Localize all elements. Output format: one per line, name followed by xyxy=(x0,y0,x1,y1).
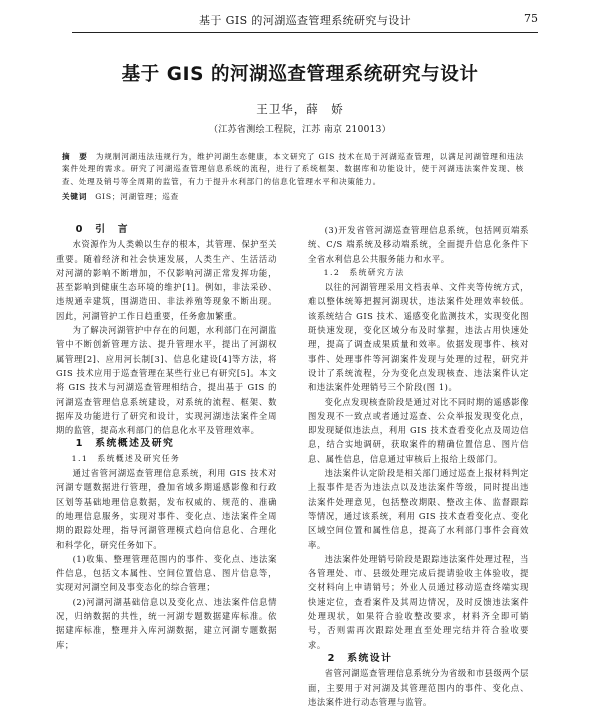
abstract-text: 为规制河湖违法违规行为，维护河湖生态健康，本文研究了 GIS 技术在局于河湖巡查管理，以满足河湖管理和违法案件处理的需求。研究了河湖巡查管理信息系统的流程，进行了系统框架、数据库和功能设计，使于河湖违法案件发现、核查、处理及销号等全周期的监管，有力于提升水利部门的信息化管理水平和决策能力。 xyxy=(62,152,525,186)
paragraph: 违法案件认定阶段是相关部门通过巡查上报材料判定上报事件是否为违法点以及违法案件等级，同时提出违法案件处理意见，包括整改期限、整改主体、监督跟踪等情况，通过该系统，利用 GIS 技术查看变化点、变化区域空间位置和属性信息，提高了水利部门事件会商效率。 xyxy=(308,468,529,550)
paragraph: 为了解决河湖管护中存在的问题，水利部门在河湖监管中不断创新管理方法、提升管理水平，提出了河湖权属管理[2]、应用河长制[3]、信息化建设[4]等方法，将 GIS 技术应用于巡查管理在某些行业已有研究[5]。本文将 GIS 技术与河湖巡查管理相结合，提出基于 GIS 的河湖巡查管理信息系统建设，对系统的流程、框架、数据库及功能进行了研究和设计，实现河湖违法案件全周期的监管，提高水利部门的信息化水平及管理效率。 xyxy=(56,325,277,436)
authors: 王卫华，薛 娇 xyxy=(256,102,344,116)
abstract xyxy=(62,151,524,188)
keywords xyxy=(62,191,524,203)
section-heading-introduction: 0 引 言 xyxy=(75,224,130,235)
section-heading-system-design: 2 系统设计 xyxy=(327,652,393,664)
paragraph: 以往的河湖管理采用文档表单、文件夹等传统方式，难以整体统筹把握河湖现状，违法案件处理效率较低。该系统结合 GIS 技术、遥感变化监测技术，实现变化图斑快速发现，变化区域分布及时掌握，违法占用快速处理，提高了调查成果质量和效率。依据发现事件、核对事件、处理事件等河湖案件发现与处理的过程，研究并设计了系统流程，分为变化点发现核查、违法案件认定和违法案件处理销号三个阶段(图 1)。 xyxy=(308,282,529,393)
keywords-label: 关键词 xyxy=(62,192,88,201)
paragraph: 水资源作为人类赖以生存的根本，其管理、保护至关重要。随着经济和社会快速发展，人类生产、生活活动对河湖的影响不断增加，不仅影响河湖正常发挥功能，甚至影响到健康生态环境的维护[1]。例如，非法采砂、违规通幸建筑，围湖造田、非法养殖等现象不断出现。因此，河湖管护工作日趋重要，任务愈加繁重。 xyxy=(56,239,277,321)
section-heading-overview: 1 系统概述及研究 xyxy=(75,438,175,450)
paragraph: 省管河湖巡查管理信息系统分为省级和市县级两个层面，主要用于对河湖及其管理范围内的事件、变化点、违法案件进行动态管理与监管。 xyxy=(308,668,529,707)
abstract-label: 摘 要 xyxy=(62,152,88,161)
right-column xyxy=(308,223,529,709)
paragraph: 违法案件处理销号阶段是跟踪违法案件处理过程，当各管理处、市、县级处理完成后提请验收主体验收，提交材料向上申请销号；外业人员通过移动巡查终端实现快速定位，查看案件及其周边情况，及时反馈违法案件处理现状，如果符合验收整改要求，材料齐全即可销号，否则需再次跟踪处理直至处理完结并符合验收要求。 xyxy=(308,553,529,650)
paper-title: 基于 GIS 的河湖巡查管理系统研究与设计 xyxy=(121,64,479,85)
keywords-text: GIS；河湖管理；巡查 xyxy=(95,192,180,201)
subsection-heading-methods: 1.2 系统研究方法 xyxy=(323,267,405,277)
list-item: (1)收集、整理管理范围内的事件、变化点、违法案件信息，包括文本属性、空间位置信息、图片信息等，实现对河湖空间及事变态化的综合管理； xyxy=(56,553,277,593)
running-header xyxy=(72,10,538,33)
list-item: (2)河湖河湖基础信息以及变化点、违法案件信息情况，归纳数据的共性，统一河湖专题数据建库标准。依据建库标准，整理并入库河湖数据，建立河湖专题数据库； xyxy=(56,596,277,650)
left-column xyxy=(56,223,277,652)
subsection-heading-tasks: 1.1 系统概述及研究任务 xyxy=(71,453,181,463)
list-item: (3)开发省管河湖巡查管理信息系统，包括网页端系统、C/S 端系统及移动端系统，全面提升信息化条件下全省水利信息公共服务能力和水平。 xyxy=(308,225,529,264)
page-number: 75 xyxy=(524,12,538,25)
running-title: 基于 GIS 的河湖巡查管理系统研究与设计 xyxy=(198,14,412,27)
paragraph: 通过省管河湖巡查管理信息系统，利用 GIS 技术对河湖专题数据进行管理，叠加省域多期遥感影像和行政区划等基础地理信息数据，发布权威的、规范的、准确的地理信息服务，实现对事件、变化点、违法案件全周期的跟踪处理，指导河湖管理模式趋向信息化、合理化和科学化，研究任务如下。 xyxy=(56,468,277,550)
affiliation: （江苏省测绘工程院，江苏 南京 210013） xyxy=(209,125,391,135)
paragraph: 变化点发现核查阶段是通过对比不同时期的遥感影像图发现不一致点或者通过巡查、公众举报发现变化点，即发现疑似违法点，利用 GIS 技术查看变化点及周边信息，结合实地调研，获取案件的精确位置信息、图片信息、属性信息，信息通过审核后上报给上级部门。 xyxy=(308,396,529,464)
